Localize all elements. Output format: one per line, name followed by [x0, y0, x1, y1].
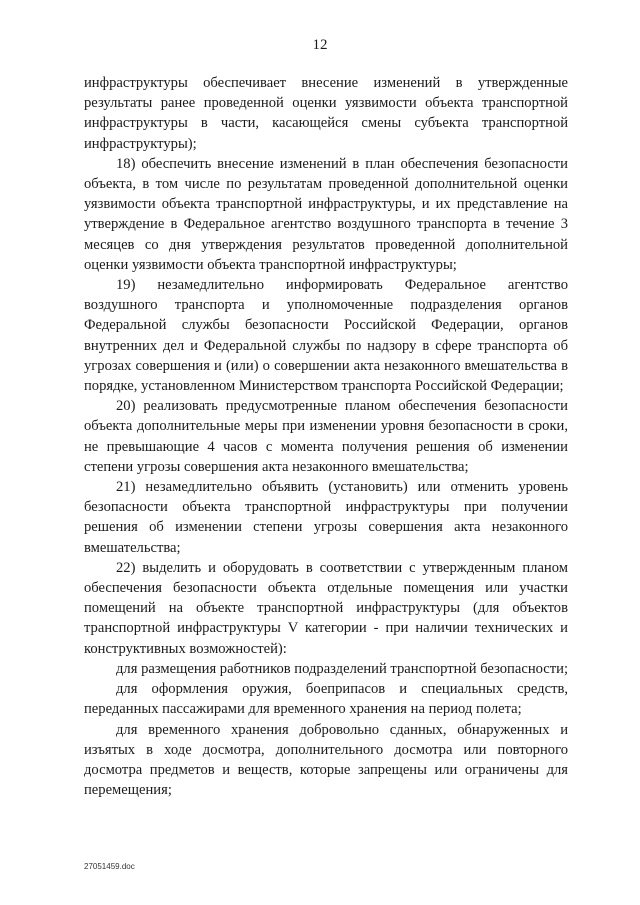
- footer-filename: 27051459.doc: [84, 862, 135, 871]
- paragraph-sub-storage: для временного хранения добровольно сданных, обнаруженных и изъятых в ходе досмотра, дополнительного досмотра или повторного досмотра предметов и веществ, которые запрещены или ограничены для перемещения;: [84, 721, 568, 799]
- paragraph-sub-weapons: для оформления оружия, боеприпасов и специальных средств, переданных пассажирами для временного хранения на период полета;: [84, 681, 568, 718]
- paragraph-continuation: инфраструктуры обеспечивает внесение изменений в утвержденные результаты ранее проведенной оценки уязвимости объекта транспортной инфраструктуры в части, касающейся смены субъекта транспортной инфраструктуры);: [84, 75, 568, 152]
- paragraph-item-20: 20) реализовать предусмотренные планом обеспечения безопасности объекта дополнительные меры при изменении уровня безопасности в сроки, не превышающие 4 часов с момента получения решения об изменении степени угрозы совершения акта незаконного вмешательства;: [84, 398, 568, 475]
- paragraph-item-22: 22) выделить и оборудовать в соответствии с утвержденным планом обеспечения безопасности объекта отдельные помещения или участки помещений на объекте транспортной инфраструктуры (для объектов транспортной инфраструктуры V категории - при наличии технических и конструктивных возможностей):: [84, 559, 568, 657]
- paragraph-sub-security-staff: для размещения работников подразделений транспортной безопасности;: [116, 660, 569, 677]
- document-body: [84, 73, 568, 800]
- page-number: 12: [312, 37, 328, 53]
- paragraph-item-18: 18) обеспечить внесение изменений в план обеспечения безопасности объекта, в том числе по результатам проведенной дополнительной оценки уязвимости объекта транспортной инфраструктуры, и их представление на утверждение в Федеральное агентство воздушного транспорта в течение 3 месяцев со дня утверждения результатов проведенной дополнительной оценки уязвимости объекта транспортной инфраструктуры;: [84, 155, 568, 273]
- paragraph-item-21: 21) незамедлительно объявить (установить) или отменить уровень безопасности объекта транспортной инфраструктуры при получении решения об изменении степени угрозы совершения акта незаконного вмешательства;: [84, 479, 568, 556]
- paragraph-item-19: 19) незамедлительно информировать Федеральное агентство воздушного транспорта и уполномоченные подразделения органов Федеральной службы безопасности Российской Федерации, органов внутренних дел и Федеральной службы по надзору в сфере транспорта об угрозах совершения и (или) о совершении акта незаконного вмешательства в порядке, установленном Министерством транспорта Российской Федерации;: [84, 277, 568, 395]
